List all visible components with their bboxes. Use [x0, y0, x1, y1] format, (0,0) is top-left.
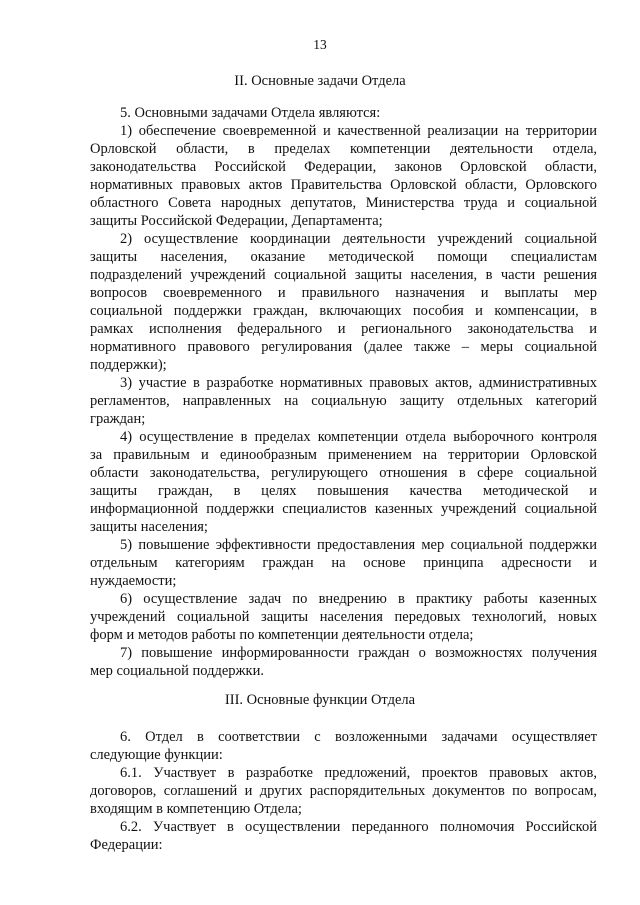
text-line: граждан; [90, 411, 146, 427]
paragraph-task-2 [90, 230, 597, 374]
paragraph-5 [90, 104, 597, 122]
paragraph-task-3 [90, 374, 597, 428]
text-line: вопросов своевременного и правильного назначения и выплаты мер [90, 285, 597, 301]
text-line: 6.1. Участвует в разработке предложений, проектов правовых актов, [120, 765, 597, 781]
section-heading-functions: III. Основные функции Отдела [224, 692, 416, 708]
text-line: 6) осуществление задач по внедрению в практику работы казенных [120, 591, 597, 607]
text-line: области законодательства, регулирующего отношения в сфере социальной [90, 465, 597, 481]
paragraph-6 [90, 728, 597, 764]
text-line: входящим в компетенцию Отдела; [90, 801, 302, 817]
text-line: нормативных правовых актов Правительства Орловской области, Орловского [90, 177, 597, 193]
text-line: договоров, соглашений и других распорядительных документов по вопросам, [90, 783, 597, 799]
text-line: 7) повышение информированности граждан о возможностях получения [120, 645, 597, 661]
text-line: 3) участие в разработке нормативных правовых актов, административных [120, 375, 597, 391]
text-line: нормативного правового регулирования (далее также – меры социальной [90, 339, 597, 355]
paragraph-6-2 [90, 818, 597, 854]
text-line: следующие функции: [90, 747, 223, 763]
section-heading-tasks: II. Основные задачи Отдела [234, 73, 406, 89]
text-line: 4) осуществление в пределах компетенции отдела выборочного контроля [120, 429, 597, 445]
text-line: защиты населения; [90, 519, 208, 535]
text-line: за правильным и единообразным применением на территории Орловской [90, 447, 597, 463]
text-line: областного Совета народных депутатов, Министерства труда и социальной [90, 195, 597, 211]
text-line: подразделений учреждений социальной защиты населения, в части решения [90, 267, 597, 283]
page-number: 13 [313, 37, 327, 52]
text-line: поддержки); [90, 357, 167, 373]
paragraph-task-5 [90, 536, 597, 590]
text-line: мер социальной поддержки. [90, 663, 264, 679]
text-line: 2) осуществление координации деятельности учреждений социальной [120, 231, 597, 247]
text-line: 5) повышение эффективности предоставления мер социальной поддержки [120, 537, 597, 553]
text-line: Федерации: [90, 837, 163, 853]
paragraph-task-1 [90, 122, 597, 230]
paragraph-6-1 [90, 764, 597, 818]
text-line: нуждаемости; [90, 573, 177, 589]
paragraph-task-6 [90, 590, 597, 644]
text-line: защиты граждан, в целях повышения качества методической и [90, 483, 597, 499]
text-line: регламентов, направленных на социальную защиту отдельных категорий [90, 393, 597, 409]
text-line: социальной поддержки граждан, включающих пособия и компенсации, в [90, 303, 597, 319]
text-line: Орловской области, в пределах компетенции деятельности отдела, [90, 141, 597, 157]
text-line: форм и методов работы по компетенции деятельности отдела; [90, 627, 474, 643]
text-line: отдельным категориям граждан на основе принципа адресности и [90, 555, 597, 571]
text-line: рамках исполнения федерального и регионального законодательства и [90, 321, 597, 337]
text-line: 1) обеспечение своевременной и качественной реализации на территории [120, 123, 597, 139]
text-line: 6. Отдел в соответствии с возложенными задачами осуществляет [120, 729, 597, 745]
text-line: информационной поддержки специалистов казенных учреждений социальной [90, 501, 597, 517]
paragraph-task-4 [90, 428, 597, 536]
paragraph-task-7 [90, 644, 597, 680]
text-line: защиты Российской Федерации, Департамента; [90, 213, 383, 229]
text-line: 6.2. Участвует в осуществлении переданного полномочия Российской [120, 819, 597, 835]
text-line: защиты населения, оказание методической помощи специалистам [90, 249, 597, 265]
text-line: законодательства Российской Федерации, законов Орловской области, [90, 159, 597, 175]
text-line: 5. Основными задачами Отдела являются: [120, 105, 381, 121]
text-line: учреждений социальной защиты населения передовых технологий, новых [90, 609, 597, 625]
